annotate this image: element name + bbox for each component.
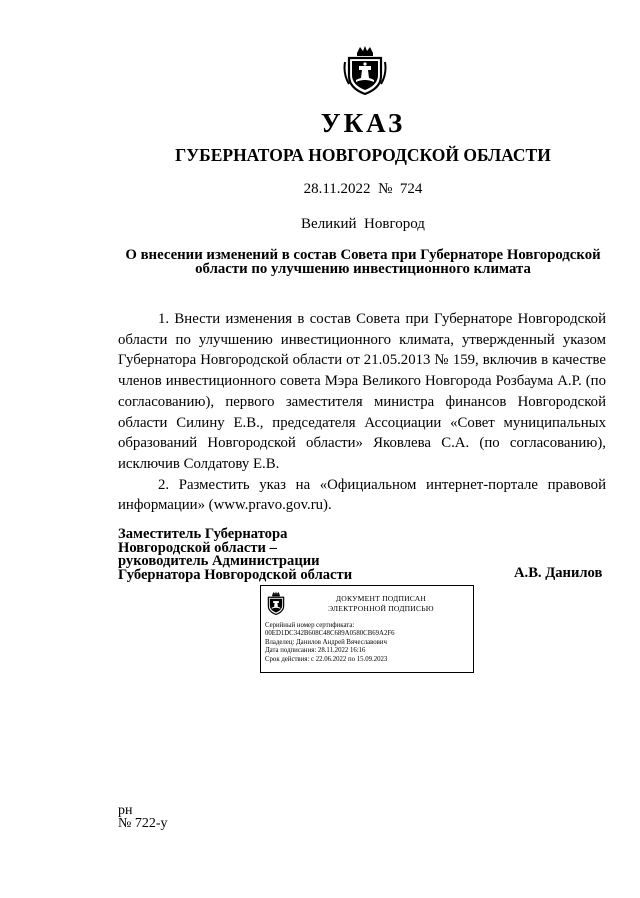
signer-position-line: руководитель Администрации [118, 553, 320, 569]
document-footer [118, 804, 168, 830]
signer-position [118, 528, 352, 582]
esign-detail-line: Серийный номер сертификата: [265, 622, 355, 629]
city-name: Великий Новгород [301, 216, 425, 232]
heading-line: области по улучшению инвестиционного климата [195, 261, 531, 277]
document-type-title: УКАЗ [320, 108, 406, 138]
esign-detail-line: 00ED1DC342B608C48C689A0580CB69A2F6 [265, 630, 395, 638]
issuer-subtitle: ГУБЕРНАТОРА НОВГОРОДСКОЙ ОБЛАСТИ [175, 145, 551, 165]
heading-line: О внесении изменений в состав Совета при Губернаторе Новгородской [125, 247, 601, 263]
number-sign: № [378, 181, 393, 197]
signer-position-line: Новгородской области – [118, 539, 277, 556]
body-paragraph: 1. Внести изменения в состав Совета при Губернаторе Новгородской области по улучшению инвестиционного климата, утвержденный указом Губернатора Новгородской области от 21.05.2013 № 159, включив в качестве членов инвестиционного совета Мэра Великого Новгорода Розбаума А.Р. (по согласованию), первого заместителя министра финансов Новгородской области Силину Е.В., председателя Ассоциации «Совет муниципальных образований Новгородской области» Яковлева С.А. (по согласованию), исключив Солдатову Е.В. [118, 311, 606, 472]
signer-position-line: Губернатора Новгородской области [118, 566, 353, 583]
esign-header [291, 594, 471, 613]
coat-of-arms-icon [265, 590, 287, 616]
electronic-signature-stamp [260, 585, 474, 673]
body-paragraph: 2. Разместить указ на «Официальном интернет-портале правовой информации» (www.pravo.gov.ru). [118, 476, 606, 514]
signer-position-line: Заместитель Губернатора [118, 526, 288, 542]
date-number-line [0, 181, 640, 198]
document-number: 724 [399, 181, 423, 197]
esign-detail-line: Дата подписания: 28.11.2022 16:16 [265, 647, 366, 655]
esign-details [265, 622, 473, 664]
signer-name: А.В. Данилов [514, 565, 603, 581]
esign-header-line: ДОКУМЕНТ ПОДПИСАН [335, 594, 427, 603]
esign-header-line: ЭЛЕКТРОННОЙ ПОДПИСЬЮ [328, 603, 434, 613]
document-date: 28.11.2022 [303, 181, 371, 197]
coat-of-arms-icon [342, 44, 388, 96]
executor-initials: рн [118, 803, 133, 818]
document-heading [118, 248, 608, 276]
esign-detail-line: Владелец: Данилов Андрей Вячеславович [265, 638, 387, 646]
reference-number: № 722-у [118, 816, 168, 831]
esign-detail-line: Срок действия: с 22.06.2022 по 15.09.2023 [265, 655, 388, 663]
document-body [118, 309, 606, 516]
